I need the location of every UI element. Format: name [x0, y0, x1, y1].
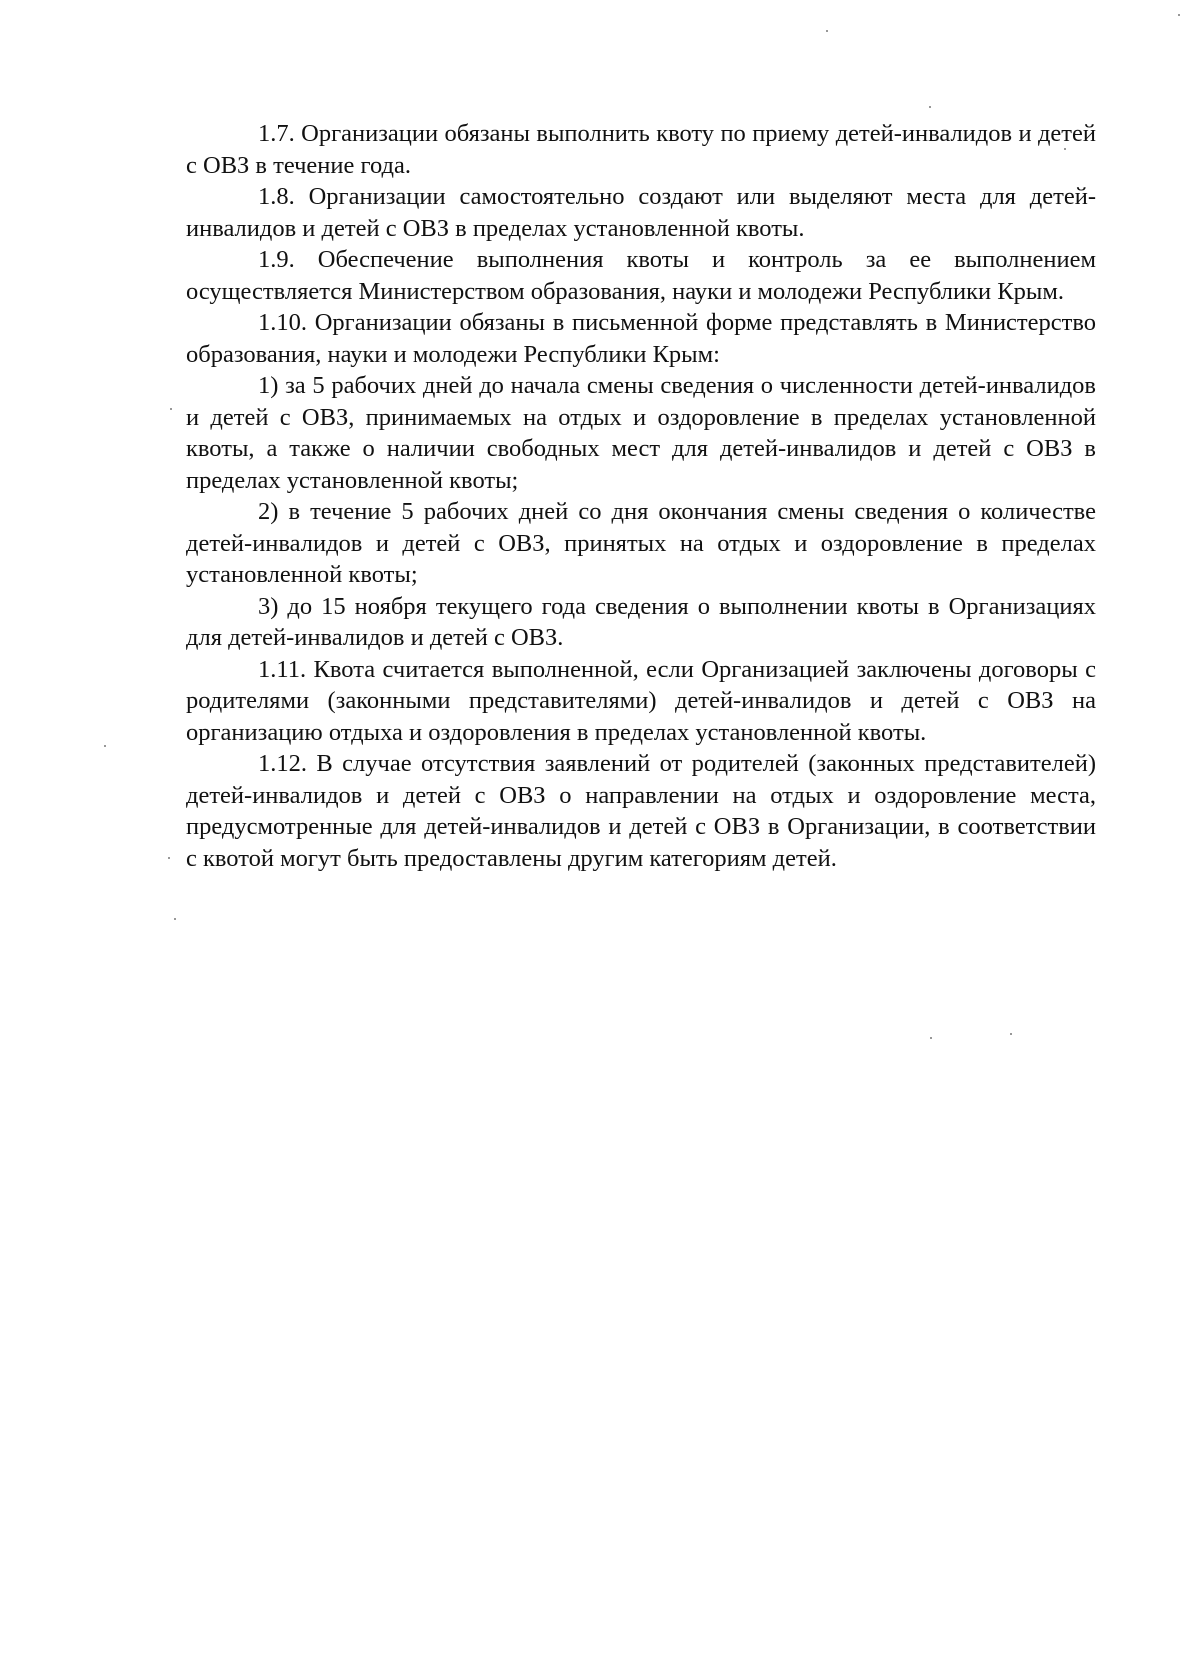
- scan-speck: [168, 857, 170, 859]
- paragraph-1-8: 1.8. Организации самостоятельно создают или выделяют места для детей-инвалидов и детей с ОВЗ в пределах установленной квоты.: [186, 183, 1096, 242]
- scan-speck: [929, 106, 931, 108]
- scan-speck: [174, 918, 176, 920]
- scan-speck: [104, 745, 106, 747]
- list-item-2: 2) в течение 5 рабочих дней со дня окончания смены сведения о количестве детей-инвалидов и детей с ОВЗ, принятых на отдых и оздоровление в пределах установленной квоты;: [186, 498, 1096, 588]
- scan-speck: [1064, 148, 1066, 150]
- scan-speck: [1010, 1033, 1012, 1035]
- scan-speck: [826, 30, 828, 32]
- paragraph-1-12: 1.12. В случае отсутствия заявлений от родителей (законных представителей) детей-инвалидов и детей с ОВЗ о направлении на отдых и оздоровление места, предусмотренные для детей-инвалидов и детей с ОВЗ в Организации, в соответствии с квотой могут быть предоставлены другим категориям детей.: [186, 750, 1096, 872]
- paragraph-1-7: 1.7. Организации обязаны выполнить квоту по приему детей-инвалидов и детей с ОВЗ в течение года.: [186, 120, 1096, 179]
- document-body: [186, 118, 1096, 874]
- paragraph-1-10: 1.10. Организации обязаны в письменной форме представлять в Министерство образования, науки и молодежи Республики Крым:: [186, 309, 1096, 368]
- list-item-1: 1) за 5 рабочих дней до начала смены сведения о численности детей-инвалидов и детей с ОВЗ, принимаемых на отдых и оздоровление в пределах установленной квоты, а также о наличии свободных мест для детей-инвалидов и детей с ОВЗ в пределах установленной квоты;: [186, 372, 1096, 494]
- list-item-3: 3) до 15 ноября текущего года сведения о выполнении квоты в Организациях для детей-инвалидов и детей с ОВЗ.: [186, 592, 1096, 651]
- scan-speck: [170, 408, 172, 410]
- scan-speck: [930, 1037, 932, 1039]
- scan-speck: [1178, 14, 1180, 16]
- paragraph-1-9: 1.9. Обеспечение выполнения квоты и контроль за ее выполнением осуществляется Министерством образования, науки и молодежи Республики Крым.: [186, 246, 1096, 305]
- paragraph-1-11: 1.11. Квота считается выполненной, если Организацией заключены договоры с родителями (законными представителями) детей-инвалидов и детей с ОВЗ на организацию отдыха и оздоровления в пределах установленной квоты.: [186, 655, 1096, 746]
